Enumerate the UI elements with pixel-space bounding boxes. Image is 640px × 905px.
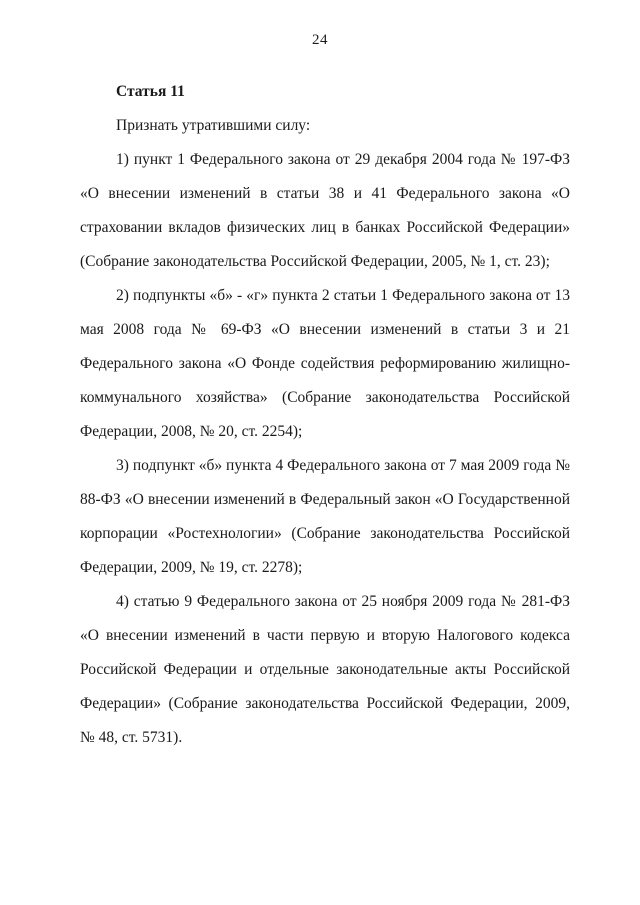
article-item-3: 3) подпункт «б» пункта 4 Федерального закона от 7 мая 2009 года № 88-ФЗ «О внесении изменений в Федеральный закон «О Государственной корпорации «Ростехнологии» (Собрание законодательства Российской Федерации, 2009, № 19, ст. 2278); [80,457,570,576]
article-item-2: 2) подпункты «б» - «г» пункта 2 статьи 1 Федерального закона от 13 мая 2008 года № 69-ФЗ «О внесении изменений в статьи 3 и 21 Федерального закона «О Фонде содействия реформированию жилищно-коммунального хозяйства» (Собрание законодательства Российской Федерации, 2008, № 20, ст. 2254); [80,287,570,440]
article-intro: Признать утратившими силу: [116,117,311,134]
document-body [80,75,570,755]
article-item-4: 4) статью 9 Федерального закона от 25 ноября 2009 года № 281-ФЗ «О внесении изменений в части первую и вторую Налогового кодекса Российской Федерации и отдельные законодательные акты Российской Федерации» (Собрание законодательства Российской Федерации, 2009, № 48, ст. 5731). [80,593,570,746]
page-number: 24 [312,32,328,48]
article-heading: Статья 11 [116,83,185,100]
article-item-1: 1) пункт 1 Федерального закона от 29 декабря 2004 года № 197-ФЗ «О внесении изменений в статьи 38 и 41 Федерального закона «О страховании вкладов физических лиц в банках Российской Федерации» (Собрание законодательства Российской Федерации, 2005, № 1, ст. 23); [80,151,570,270]
